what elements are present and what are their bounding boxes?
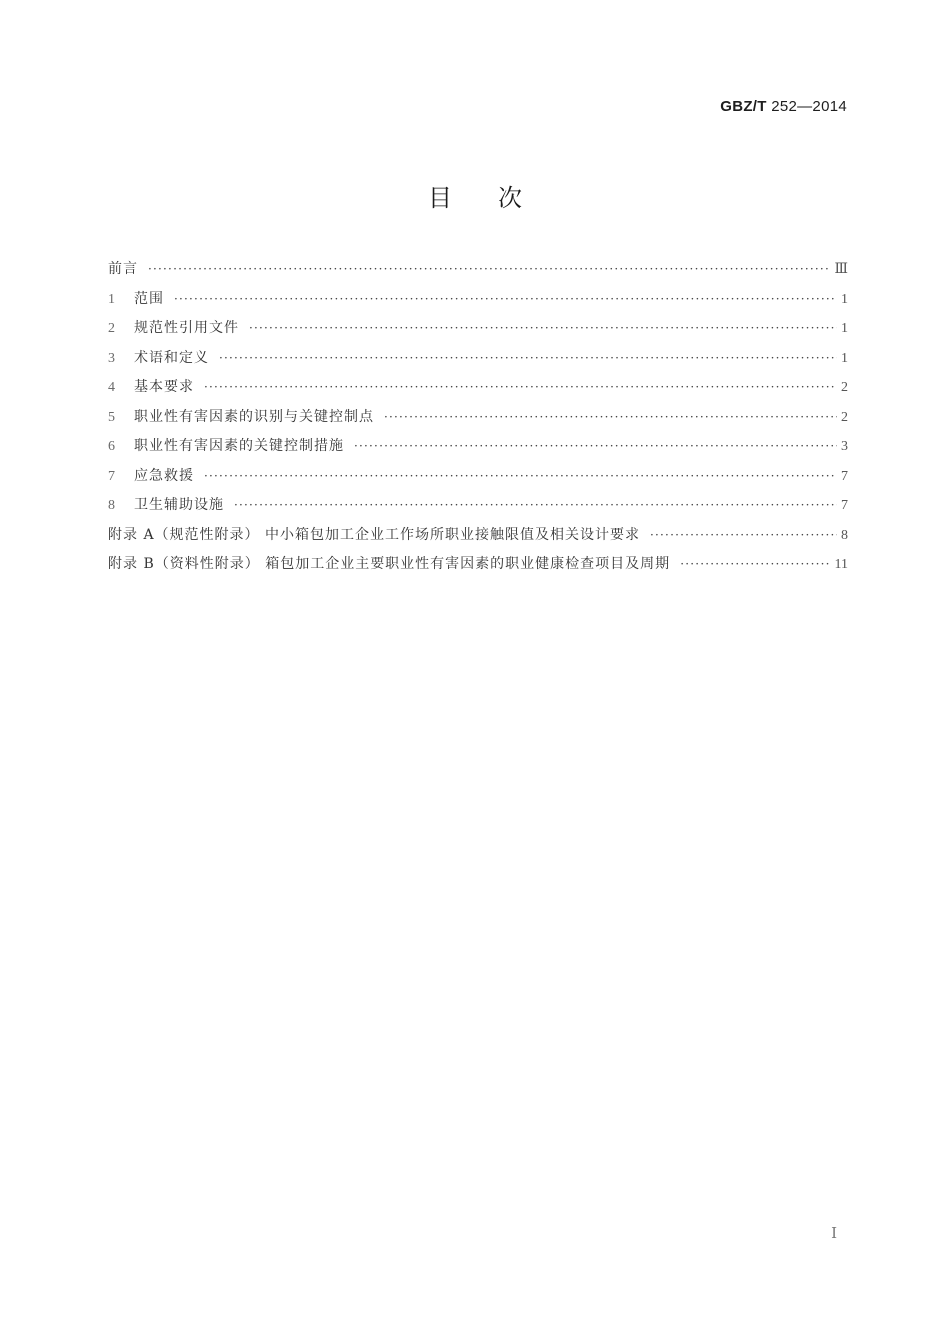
toc-section-number: 8 xyxy=(108,498,115,513)
toc-entry-appendix-a[interactable] xyxy=(108,524,848,554)
toc-leader-dots xyxy=(249,321,837,335)
toc-page-number: 7 xyxy=(841,498,848,513)
standard-prefix: GBZ/T xyxy=(720,98,767,115)
toc-entry-title: 规范性引用文件 xyxy=(134,320,239,336)
toc-entry-title: 前言 xyxy=(108,261,138,277)
toc-entry-title: 应急救援 xyxy=(134,467,194,484)
table-of-contents xyxy=(108,258,848,583)
toc-page-number: 1 xyxy=(841,291,848,307)
toc-entry-6[interactable] xyxy=(108,435,848,465)
toc-page-number: 1 xyxy=(841,350,848,366)
toc-entry-title: 职业性有害因素的识别与关键控制点 xyxy=(134,408,374,425)
toc-section-number: 3 xyxy=(108,350,115,366)
standard-number: 252—2014 xyxy=(771,98,847,115)
toc-leader-dots xyxy=(384,410,837,424)
toc-section-number: 5 xyxy=(108,409,115,425)
toc-leader-dots xyxy=(234,498,837,512)
toc-page-number: 1 xyxy=(841,321,848,336)
standard-code xyxy=(720,98,847,115)
toc-leader-dots xyxy=(650,528,837,542)
toc-page-number: 2 xyxy=(841,409,848,425)
toc-leader-dots xyxy=(174,292,837,306)
toc-leader-dots xyxy=(204,469,837,483)
toc-page-number: 7 xyxy=(841,468,848,484)
toc-page-number: Ⅲ xyxy=(834,262,848,277)
page-number: Ⅰ xyxy=(831,1226,837,1242)
toc-section-number: 6 xyxy=(108,439,115,454)
toc-entry-5[interactable] xyxy=(108,406,848,436)
toc-entry-7[interactable] xyxy=(108,465,848,495)
toc-leader-dots xyxy=(148,262,830,276)
toc-entry-title: 基本要求 xyxy=(134,379,194,395)
toc-section-number: 1 xyxy=(108,291,115,307)
toc-page-number: 8 xyxy=(841,527,848,543)
toc-entry-4[interactable] xyxy=(108,376,848,406)
toc-entry-title: 职业性有害因素的关键控制措施 xyxy=(134,438,344,454)
toc-entry-3[interactable] xyxy=(108,347,848,377)
toc-page-number: 3 xyxy=(841,439,848,454)
toc-entry-title: 附录 B（资料性附录） 箱包加工企业主要职业性有害因素的职业健康检查项目及周期 xyxy=(108,556,671,572)
toc-leader-dots xyxy=(680,557,830,571)
toc-entry-1[interactable] xyxy=(108,288,848,318)
toc-page-number: 11 xyxy=(834,557,848,572)
toc-section-number: 2 xyxy=(108,321,115,336)
toc-entry-title: 范围 xyxy=(134,290,164,307)
toc-entry-title: 术语和定义 xyxy=(134,349,209,366)
toc-entry-appendix-b[interactable] xyxy=(108,553,848,583)
toc-entry-title: 附录 A（规范性附录） 中小箱包加工企业工作场所职业接触限值及相关设计要求 xyxy=(108,526,641,543)
toc-page-number: 2 xyxy=(841,380,848,395)
toc-section-number: 4 xyxy=(108,380,115,395)
toc-entry-8[interactable] xyxy=(108,494,848,524)
toc-entry-foreword[interactable] xyxy=(108,258,848,288)
toc-leader-dots xyxy=(354,439,837,453)
page-title: 目次 xyxy=(428,184,568,212)
toc-section-number: 7 xyxy=(108,468,115,484)
toc-entry-title: 卫生辅助设施 xyxy=(134,497,224,513)
toc-leader-dots xyxy=(204,380,837,394)
toc-entry-2[interactable] xyxy=(108,317,848,347)
toc-leader-dots xyxy=(219,351,837,365)
